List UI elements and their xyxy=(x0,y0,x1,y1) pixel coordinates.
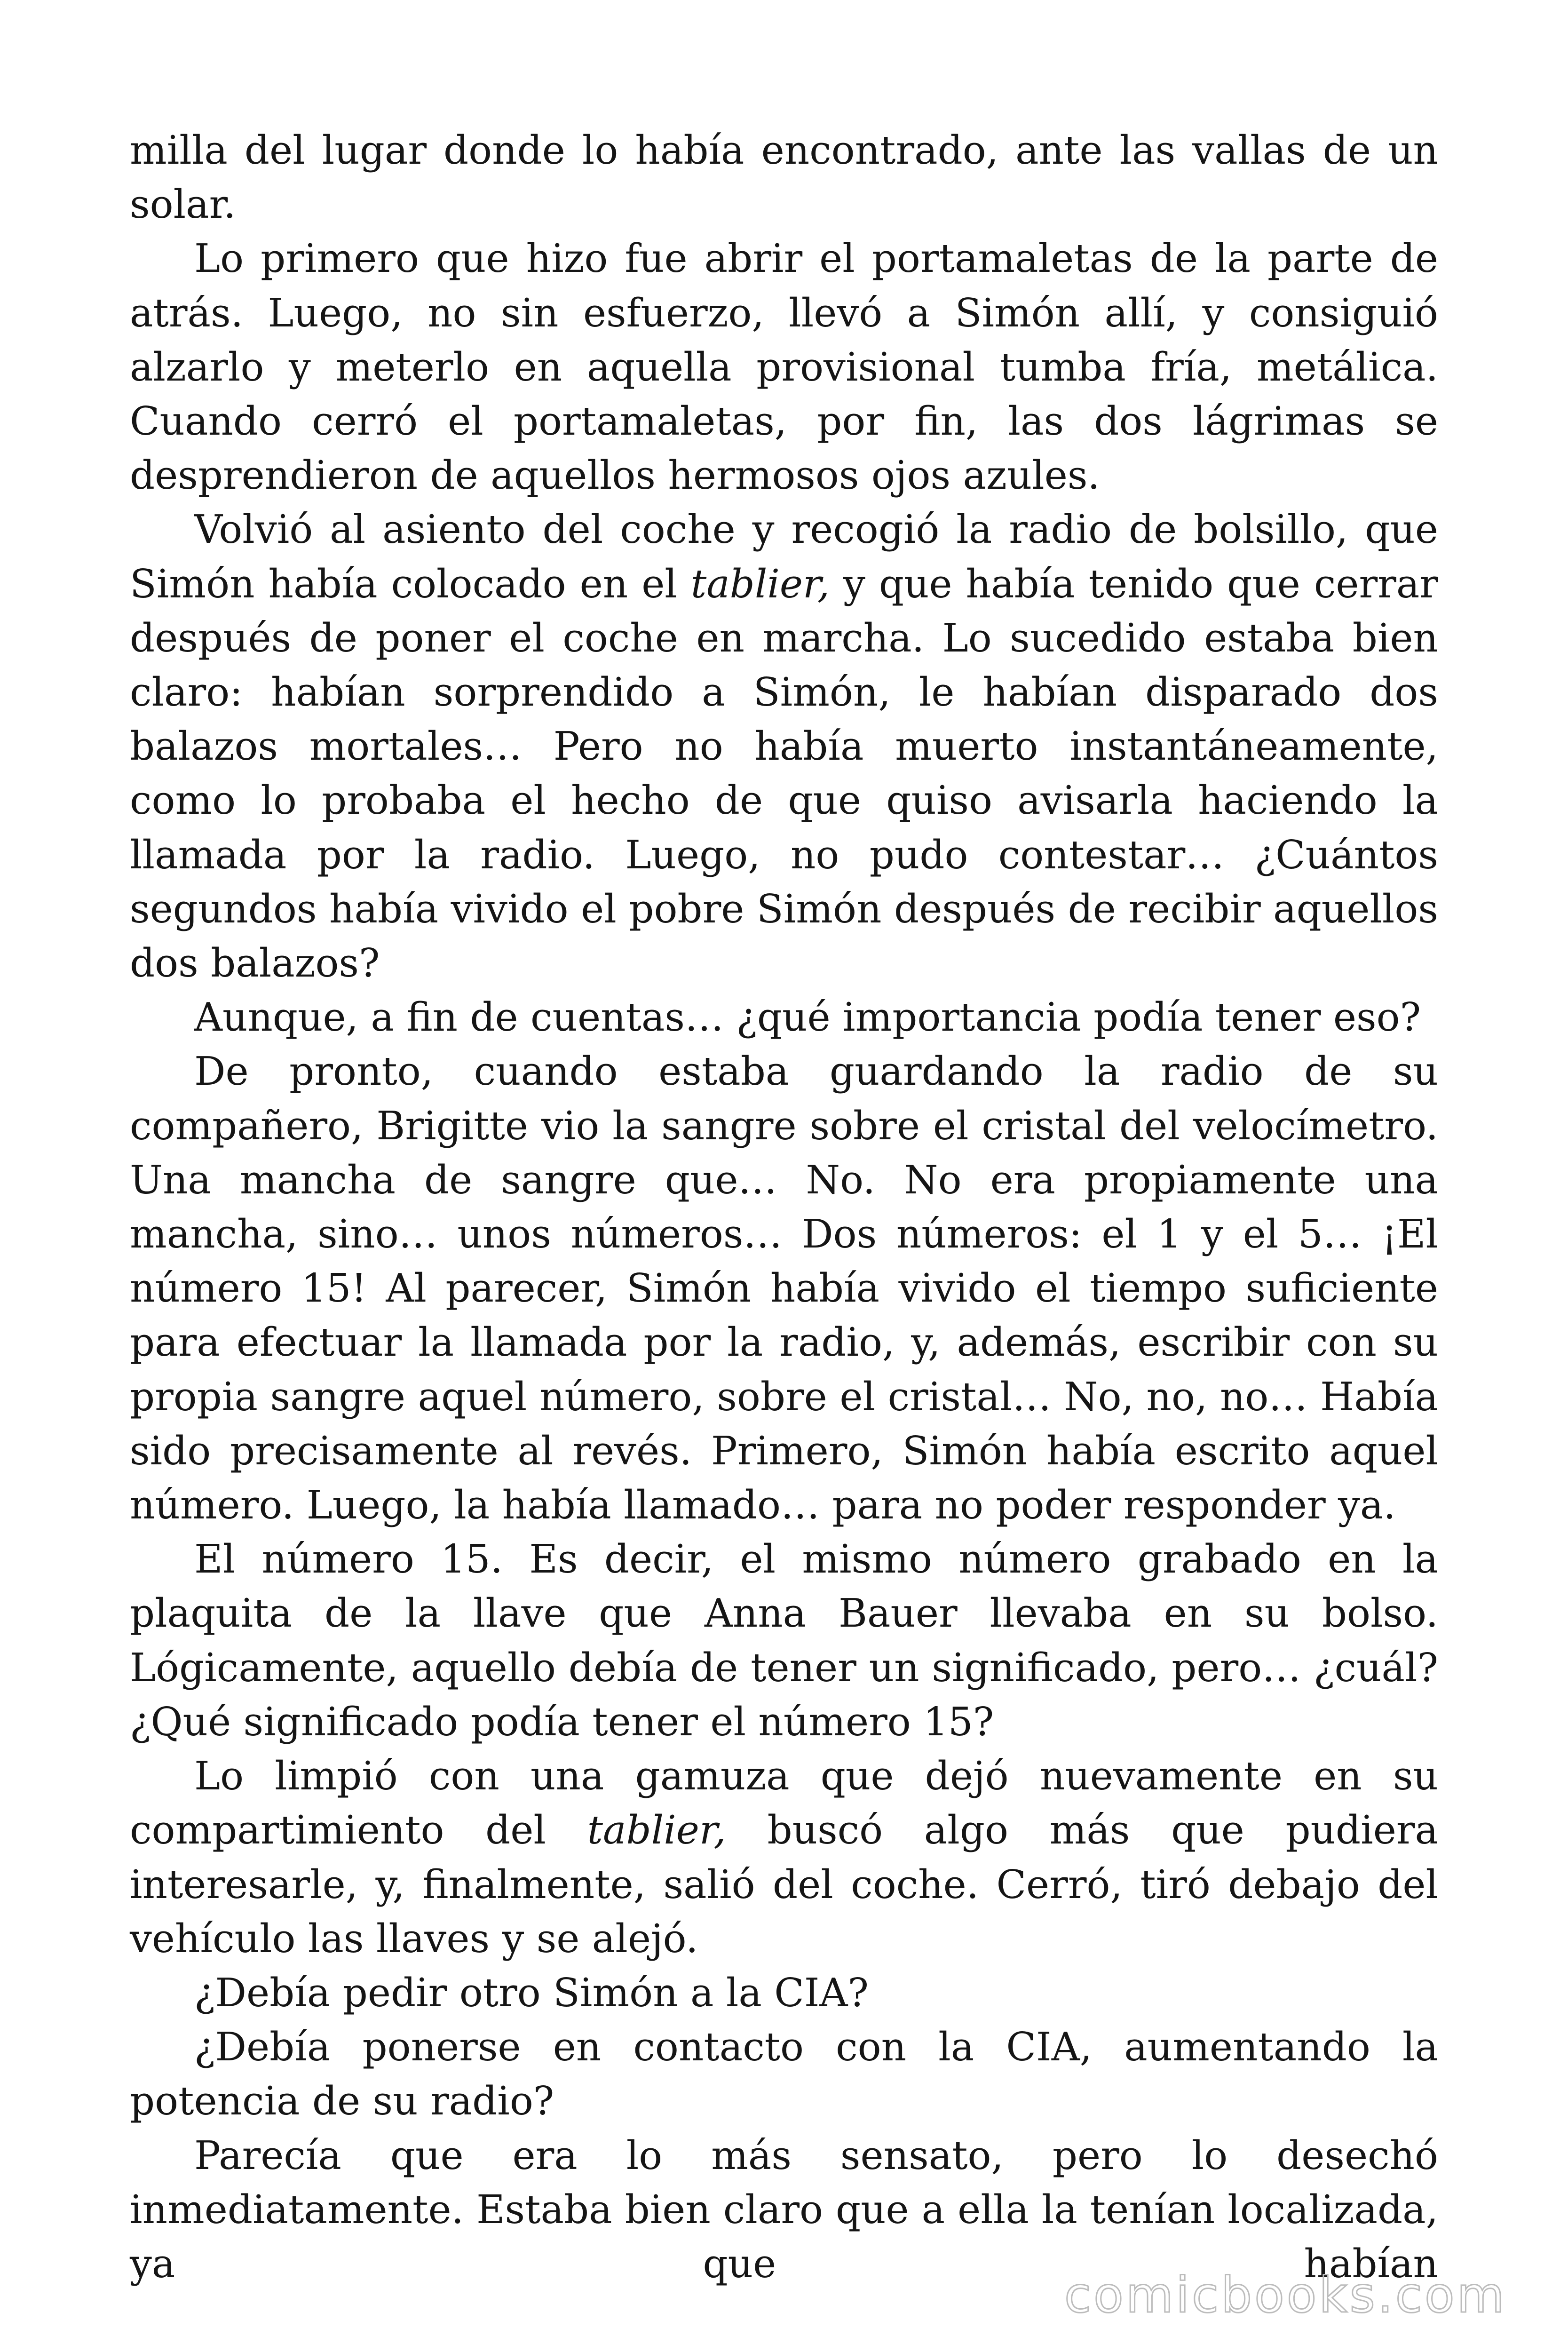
text-run: Parecía que era lo más sensato, pero lo desechó inmediatamente. Estaba bien claro que a ella la tenían localizada, ya que habían xyxy=(130,2132,1438,2287)
text-run: ¿Debía pedir otro Simón a la CIA? xyxy=(194,1970,869,2016)
paragraph xyxy=(130,2020,1438,2128)
italic-term: tablier, xyxy=(690,561,830,607)
paragraph xyxy=(130,1044,1438,1532)
paragraph xyxy=(130,1966,1438,2020)
text-run: Lo primero que hizo fue abrir el portamaletas de la parte de atrás. Luego, no sin esfuerzo, llevó a Simón allí, y consiguió alzarlo y meterlo en aquella provisional tumba fría, metálica. Cuando cerró el portamaletas, por fin, las dos lágrimas se desprendieron de aquellos hermosos ojos azules. xyxy=(130,236,1438,499)
text-run: El número 15. Es decir, el mismo número grabado en la plaquita de la llave que Anna Bauer llevaba en su bolso. Lógicamente, aquello debía de tener un significado, pero… ¿cuál? ¿Qué significado podía tener el número 15? xyxy=(130,1536,1438,1745)
paragraph xyxy=(130,990,1438,1044)
text-run: y que había tenido que cerrar después de poner el coche en marcha. Lo sucedido estaba bien claro: habían sorprendido a Simón, le habían disparado dos balazos mortales… Pero no había muerto instantáneamente, como lo probaba el hecho de que quiso avisarla haciendo la llamada por la radio. Luego, no pudo contestar… ¿Cuántos segundos había vivido el pobre Simón después de recibir aquellos dos balazos? xyxy=(130,561,1438,986)
paragraph xyxy=(130,123,1438,231)
text-run: Aunque, a fin de cuentas… ¿qué importancia podía tener eso? xyxy=(194,994,1421,1041)
watermark: comicbooks.com xyxy=(1064,2266,1507,2324)
paragraph xyxy=(130,502,1438,990)
text-run: ¿Debía ponerse en contacto con la CIA, aumentando la potencia de su radio? xyxy=(130,2024,1438,2124)
body-text xyxy=(130,123,1438,2291)
text-run: Volvió al asiento del coche y recogió la radio de bolsillo, que Simón había colocado en el xyxy=(130,507,1438,607)
text-run: De pronto, cuando estaba guardando la radio de su compañero, Brigitte vio la sangre sobre el cristal del velocímetro. Una mancha de sangre que… No. No era propiamente una mancha, sino… unos números… Dos números: el 1 y el 5… ¡El número 15! Al parecer, Simón había vivido el tiempo suficiente para efectuar la llamada por la radio, y, además, escribir con su propia sangre aquel número, sobre el cristal… No, no, no… Había sido precisamente al revés. Primero, Simón había escrito aquel número. Luego, la había llamado… para no poder responder ya. xyxy=(130,1049,1438,1528)
text-run: buscó algo más que pudiera interesarle, y, finalmente, salió del coche. Cerró, tiró debajo del vehículo las llaves y se alejó. xyxy=(130,1807,1439,1962)
paragraph xyxy=(130,1532,1438,1749)
text-run: milla del lugar donde lo había encontrado, ante las vallas de un solar. xyxy=(130,127,1438,228)
paragraph xyxy=(130,231,1438,502)
paragraph xyxy=(130,1749,1438,1966)
italic-term: tablier, xyxy=(587,1807,726,1853)
text-run: Lo limpió con una gamuza que dejó nuevamente en su compartimiento del xyxy=(130,1753,1438,1853)
